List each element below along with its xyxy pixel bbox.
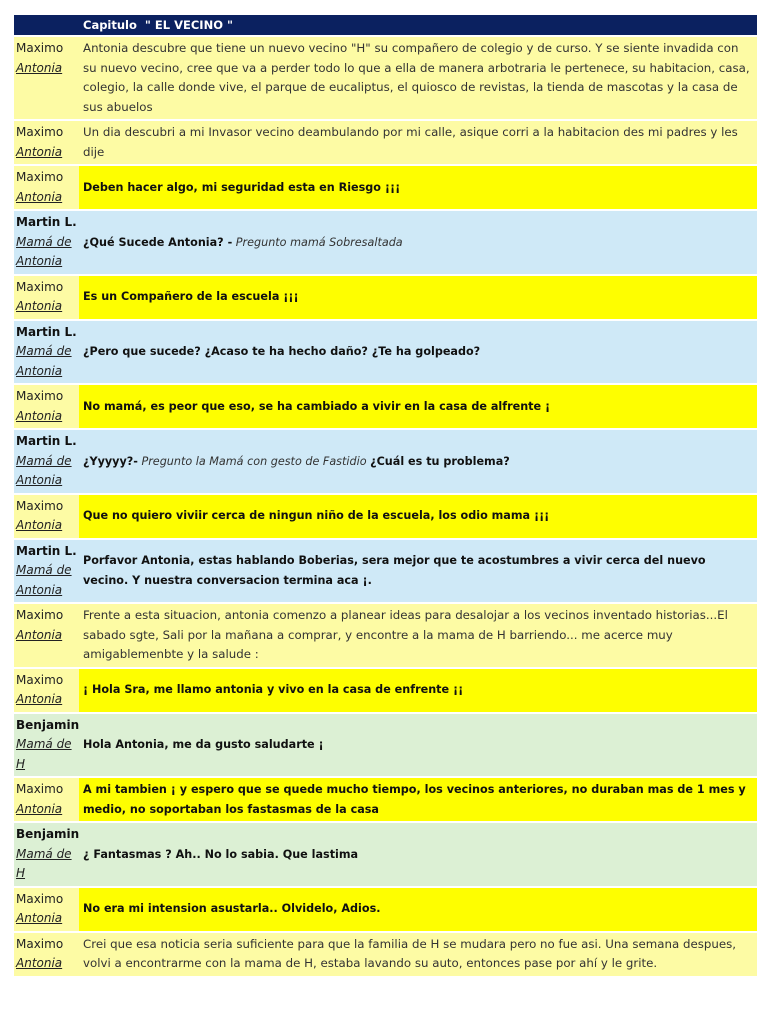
dialogue-text	[79, 495, 757, 538]
actor-name: Benjamin	[16, 827, 80, 841]
dialogue-text	[79, 430, 757, 493]
dialogue-text	[79, 823, 757, 886]
script-row	[14, 37, 757, 119]
chapter-title: Capitulo " EL VECINO "	[83, 18, 233, 32]
speaker-cell	[14, 121, 79, 164]
character-name: Mamá de Antonia	[16, 344, 72, 378]
speaker-cell	[14, 166, 79, 209]
actor-name: Benjamin	[16, 717, 80, 732]
speaker-cell	[14, 933, 79, 976]
character-name: Antonia	[16, 408, 63, 423]
chapter-header	[14, 15, 757, 35]
speaker-cell	[14, 540, 79, 603]
speaker-cell	[14, 778, 79, 821]
speaker-cell	[14, 276, 79, 319]
actor-name: Martin L.	[16, 324, 77, 339]
speaker-cell	[14, 430, 79, 493]
dialogue-text	[79, 778, 757, 821]
script-row	[14, 714, 757, 777]
dialogue-text	[79, 276, 757, 319]
dialogue-line: Hola Antonia, me da gusto saludarte ¡	[83, 738, 324, 751]
actor-name: Maximo	[16, 891, 64, 906]
actor-name: Maximo	[16, 498, 64, 513]
dialogue-line: ¿Pero que sucede? ¿Acaso te ha hecho daño? ¿Te ha golpeado?	[83, 345, 481, 358]
actor-name: Maximo	[16, 125, 64, 139]
character-name: Antonia	[16, 189, 63, 204]
dialogue-line: Deben hacer algo, mi seguridad esta en Riesgo ¡¡¡	[83, 180, 401, 194]
speaker-cell	[14, 211, 79, 274]
character-name: Antonia	[16, 801, 63, 816]
dialogue-line: A mi tambien ¡ y espero que se quede mucho tiempo, los vecinos anteriores, no duraban mas de 1 mes y medio, no soportaban los fastasmas de la casa	[83, 783, 746, 816]
speaker-cell	[14, 385, 79, 428]
narration-text: Crei que esa noticia seria suficiente para que la familia de H se mudara pero no fue asi. Una semana despues, volvi a encontrarme con la mama de H, estaba lavando su auto, entonces pase por ahí y le grite.	[83, 936, 736, 970]
actor-name: Maximo	[16, 936, 64, 951]
actor-name: Maximo	[16, 170, 64, 184]
character-name: Antonia	[16, 627, 63, 642]
dialogue-line: ¡ Hola Sra, me llamo antonia y vivo en la casa de enfrente ¡¡	[83, 683, 464, 697]
dialogue-line-2: ¿Cuál es tu problema?	[370, 454, 510, 468]
script-row	[14, 211, 757, 274]
speaker-cell	[14, 888, 79, 931]
character-name: Mamá de H	[16, 737, 72, 771]
actor-name: Martin L.	[16, 215, 77, 229]
script-text	[79, 933, 757, 976]
script-text	[79, 604, 757, 667]
script-row	[14, 933, 757, 976]
dialogue-line: No era mi intension asustarla.. Olvidelo, Adios.	[83, 902, 381, 916]
dialogue-text	[79, 385, 757, 428]
speaker-cell	[14, 714, 79, 777]
script-row	[14, 321, 757, 384]
narration-text: Un dia descubri a mi Invasor vecino deambulando por mi calle, asique corri a la habitacion des mi padres y les dije	[83, 125, 738, 159]
character-name: Mamá de Antonia	[16, 453, 72, 487]
script-row	[14, 888, 757, 931]
dialogue-text	[79, 211, 757, 274]
character-name: Mamá de H	[16, 846, 72, 880]
dialogue-line: Que no quiero viviir cerca de ningun niño de la escuela, los odio mama ¡¡¡	[83, 509, 550, 523]
script-row	[14, 823, 757, 886]
character-name: Antonia	[16, 60, 63, 75]
speaker-cell	[14, 669, 79, 712]
speaker-cell	[14, 823, 79, 886]
character-name: Antonia	[16, 144, 63, 159]
script-row	[14, 604, 757, 667]
dialogue-line: Porfavor Antonia, estas hablando Boberias, sera mejor que te acostumbres a vivir cerca del nuevo vecino. Y nuestra conversacion termina aca ¡.	[83, 554, 706, 587]
speaker-cell	[14, 37, 79, 119]
script-row	[14, 430, 757, 493]
script-row	[14, 385, 757, 428]
script-text	[79, 121, 757, 164]
speaker-cell	[14, 604, 79, 667]
script-row	[14, 121, 757, 164]
dialogue-line: ¿Qué Sucede Antonia? -	[83, 235, 233, 249]
actor-name: Maximo	[16, 41, 64, 55]
script-row	[14, 778, 757, 821]
actor-name: Maximo	[16, 782, 64, 796]
dialogue-line: ¿ Fantasmas ? Ah.. No lo sabia. Que lastima	[83, 847, 359, 861]
actor-name: Maximo	[16, 608, 64, 622]
script-text	[79, 37, 757, 119]
dialogue-text	[79, 321, 757, 384]
script-row	[14, 540, 757, 603]
speaker-cell	[14, 321, 79, 384]
script-table	[14, 15, 757, 978]
script-row	[14, 276, 757, 319]
stage-direction: Pregunto la Mamá con gesto de Fastidio	[137, 454, 371, 468]
character-name: Antonia	[16, 956, 63, 970]
dialogue-line: Es un Compañero de la escuela ¡¡¡	[83, 290, 299, 304]
character-name: Antonia	[16, 692, 63, 706]
stage-direction: Pregunto mamá Sobresaltada	[232, 235, 403, 249]
character-name: Antonia	[16, 299, 63, 313]
speaker-cell	[14, 495, 79, 538]
dialogue-line: ¿Yyyyy?-	[83, 454, 138, 468]
actor-name: Martin L.	[16, 434, 77, 448]
actor-name: Martin L.	[16, 543, 77, 558]
script-row	[14, 495, 757, 538]
narration-text: Frente a esta situacion, antonia comenzo a planear ideas para desalojar a los vecinos inventado historias...El sabado sgte, Sali por la mañana a comprar, y encontre a la mama de H barriendo... me acerce muy amigablemenbte y la salude :	[83, 608, 728, 661]
dialogue-text	[79, 669, 757, 712]
script-row	[14, 166, 757, 209]
character-name: Mamá de Antonia	[16, 234, 72, 268]
actor-name: Maximo	[16, 389, 64, 403]
character-name: Mamá de Antonia	[16, 563, 72, 597]
character-name: Antonia	[16, 518, 63, 532]
dialogue-text	[79, 714, 757, 777]
narration-text: Antonia descubre que tiene un nuevo vecino "H" su compañero de colegio y de curso. Y se siente invadida con su nuevo vecino, cree que va a perder todo lo que a ella de manera arbotraria le pertenece, su habitacion, casa, colegio, la calle donde vive, el parque de eucaliptus, el quiosco de revistas, la tienda de mascotas y la casa de sus abuelos	[83, 41, 750, 114]
character-name: Antonia	[16, 911, 63, 925]
header-spacer	[14, 15, 79, 35]
actor-name: Maximo	[16, 672, 64, 687]
dialogue-text	[79, 166, 757, 209]
actor-name: Maximo	[16, 279, 64, 294]
dialogue-text	[79, 888, 757, 931]
dialogue-text	[79, 540, 757, 603]
dialogue-line: No mamá, es peor que eso, se ha cambiado a vivir en la casa de alfrente ¡	[83, 399, 551, 413]
script-row	[14, 669, 757, 712]
